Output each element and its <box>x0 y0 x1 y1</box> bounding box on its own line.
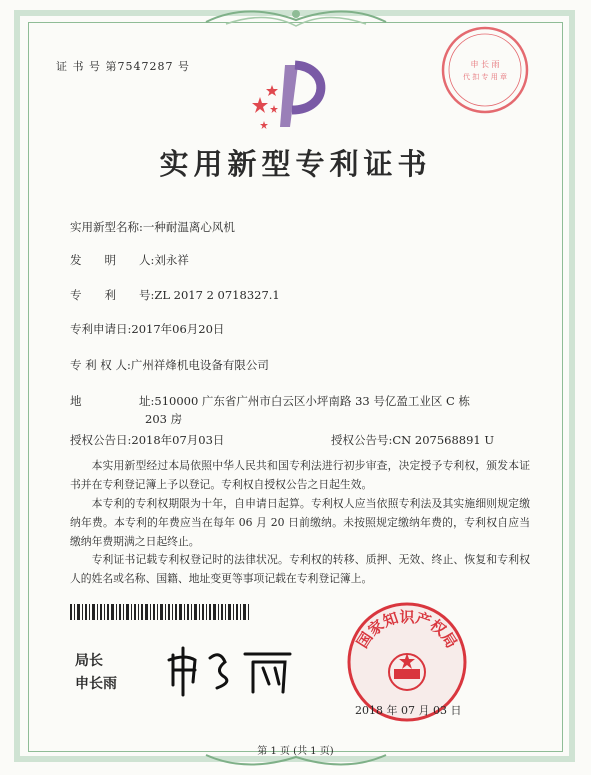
inventor-label: 发 明 人: <box>70 253 155 267</box>
name-label: 实用新型名称: <box>70 220 143 234</box>
top-ornament <box>196 2 396 32</box>
address-line-2: 203 房 <box>145 412 183 426</box>
address-label: 地 址: <box>70 394 155 408</box>
grant-date-label: 授权公告日: <box>70 433 132 447</box>
paragraph-2: 本专利的专利权期限为十年，自申请日起算。专利权人应当依照专利法及其实施细则规定缴纳年费。本专利的年费应当在每年 06 月 20 日前缴纳。未按照规定缴纳年费的，专利权自应当缴纳年费期满之日起终止。 <box>70 497 530 548</box>
patentee-value: 广州祥烽机电设备有限公司 <box>130 358 269 372</box>
agency-seal <box>437 22 533 118</box>
field-filing-date <box>70 321 224 337</box>
certificate-title: 实用新型专利证书 <box>159 147 432 181</box>
field-patent-number <box>70 287 280 303</box>
page-footer: 第 1 页 (共 1 页) <box>257 746 334 757</box>
certificate-number: 证 书 号 第7547287 号 <box>56 60 190 73</box>
patent-number-value: ZL 2017 2 0718327.1 <box>154 288 280 302</box>
patent-office-logo <box>250 55 330 135</box>
patent-number-label: 专 利 号: <box>70 288 155 302</box>
paragraph-3: 专利证书记载专利权登记时的法律状况。专利权的转移、质押、无效、终止、恢复和专利权人的姓名或名称、国籍、地址变更等事项记载在专利登记簿上。 <box>70 553 530 585</box>
svg-text:申 长 雨: 申 长 雨 <box>470 60 500 69</box>
svg-text:代 扣 专 用 章: 代 扣 专 用 章 <box>463 73 507 81</box>
handwritten-signature <box>165 640 305 700</box>
paragraph-1: 本实用新型经过本局依照中华人民共和国专利法进行初步审查，决定授予专利权，颁发本证书并在专利登记簿上予以登记。专利权自授权公告之日起生效。 <box>70 459 530 491</box>
field-patentee <box>70 357 269 373</box>
field-grant-number <box>331 432 494 448</box>
grant-number-value: CN 207568891 U <box>392 433 495 447</box>
filing-date-label: 专利申请日: <box>70 322 132 336</box>
field-grant-date <box>70 432 224 448</box>
filing-date-value: 2017年06月20日 <box>131 322 225 336</box>
seal-text: 国家知识产权局 <box>353 608 461 652</box>
grant-number-label: 授权公告号: <box>331 433 393 447</box>
grant-date-value: 2018年07月03日 <box>131 433 225 447</box>
field-inventor <box>70 252 189 268</box>
name-value: 一种耐温离心风机 <box>142 220 235 234</box>
field-address <box>70 393 470 409</box>
director-name: 申长雨 <box>75 676 117 692</box>
field-name <box>70 219 235 235</box>
address-line-1: 510000 广东省广州市白云区小坪南路 33 号亿盈工业区 C 栋 <box>154 394 470 408</box>
director-title: 局长 <box>75 653 103 669</box>
seal-date: 2018 年 07 月 03 日 <box>355 704 462 717</box>
barcode <box>70 604 250 620</box>
inventor-value: 刘永祥 <box>154 253 189 267</box>
patentee-label: 专 利 权 人: <box>70 358 131 372</box>
